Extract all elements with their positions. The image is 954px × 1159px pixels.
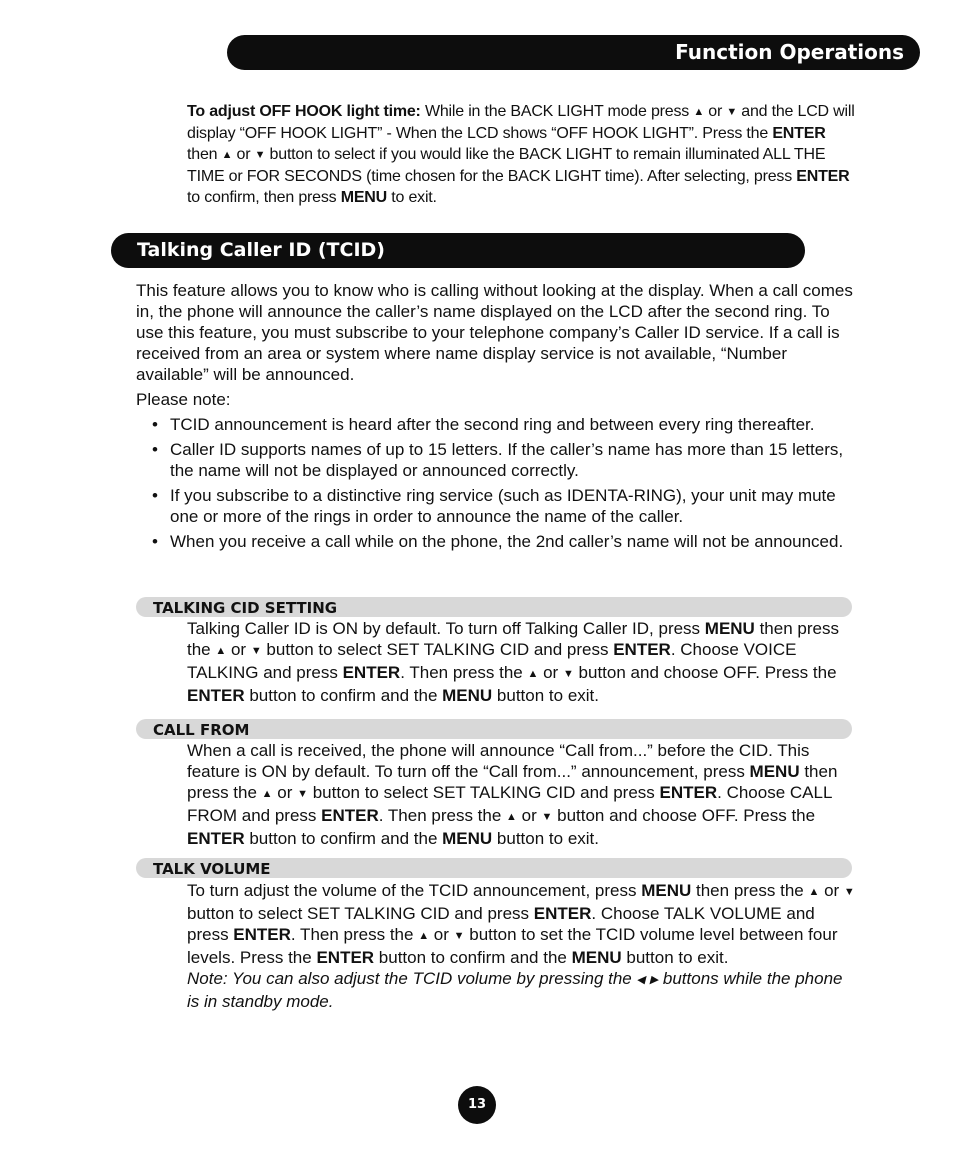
enter-key-label: ENTER (316, 948, 375, 967)
text: to exit. (387, 189, 437, 206)
down-arrow-icon: ▼ (254, 149, 266, 161)
text: While in the BACK LIGHT mode press (420, 103, 694, 120)
text: When a call is received, the phone will announce “Call from...” before the CID. This feature is ON by default. To turn off the “Call from...” announcement, press (187, 741, 810, 781)
menu-key-label: MENU (641, 881, 692, 900)
text: button to select if you would like the BACK LIGHT to remain illuminated ALL THE TIME or FOR SECONDS (time chosen for the BACK LIGHT time). After selecting, press (187, 146, 826, 185)
page-number-text: 13 (467, 1097, 487, 1112)
text: and the LCD will display “OFF HOOK LIGHT” - When the LCD shows “OFF HOOK LIGHT”. Press the (187, 103, 855, 142)
bullet-icon: • (152, 440, 158, 459)
enter-key-label: ENTER (533, 904, 592, 923)
text: or (819, 881, 844, 900)
text: to confirm, then press (187, 189, 341, 206)
text: button and choose OFF. Press the (552, 806, 816, 825)
list-item (136, 485, 856, 527)
section-title: Talking Caller ID (TCID) (137, 239, 385, 261)
text: Talking Caller ID is ON by default. To turn off Talking Caller ID, press (187, 619, 705, 638)
list-item (136, 414, 856, 435)
left-arrow-icon: ◀ (636, 974, 645, 986)
text: button to exit. (492, 686, 599, 705)
list-item (136, 531, 856, 552)
text: or (538, 663, 563, 682)
down-arrow-icon: ▼ (726, 106, 738, 118)
text: or (226, 640, 251, 659)
text: . Choose CALL FROM and press (187, 783, 832, 825)
enter-key-label: ENTER (796, 168, 850, 185)
talking-cid-setting-text (187, 618, 857, 706)
up-arrow-icon: ▲ (221, 149, 233, 161)
please-note-label: Please note: (136, 390, 231, 409)
menu-key-label: MENU (442, 829, 493, 848)
text: . Then press the (378, 806, 507, 825)
enter-key-label: ENTER (342, 663, 401, 682)
header-title: Function Operations (675, 40, 904, 64)
up-arrow-icon: ▲ (693, 106, 705, 118)
up-arrow-icon: ▲ (808, 886, 820, 898)
note-bullet-list (136, 414, 856, 556)
text: or (429, 925, 454, 944)
list-item (136, 439, 856, 481)
off-hook-label: To adjust OFF HOOK light time: (187, 103, 421, 120)
text: button to set the TCID volume level between four levels. Press the (187, 925, 838, 967)
section-title-bar (111, 233, 805, 268)
menu-key-label: MENU (340, 189, 388, 206)
up-arrow-icon: ▲ (527, 668, 539, 680)
menu-key-label: MENU (442, 686, 493, 705)
text: then press the (187, 762, 838, 802)
enter-key-label: ENTER (233, 925, 291, 944)
down-arrow-icon: ▼ (453, 930, 465, 942)
down-arrow-icon: ▼ (562, 668, 574, 680)
text: Note: You can also adjust the TCID volume by pressing the (187, 969, 637, 988)
text: or (232, 146, 255, 163)
text: button to select SET TALKING CID and press (261, 640, 614, 659)
text: To turn adjust the volume of the TCID announcement, press (187, 881, 642, 900)
bullet-text: If you subscribe to a distinctive ring service (such as IDENTA-RING), your unit may mute one or more of the rings in order to announce the name of the caller. (170, 486, 836, 526)
up-arrow-icon: ▲ (215, 645, 227, 657)
header-bar (227, 35, 920, 70)
text: then (187, 146, 222, 163)
text: button to exit. (492, 829, 599, 848)
up-arrow-icon: ▲ (418, 930, 430, 942)
text: . Then press the (290, 925, 419, 944)
text: then press the (187, 619, 839, 659)
text: button to confirm and the (374, 948, 572, 967)
text: button to select SET TALKING CID and press (308, 783, 660, 802)
bullet-text: When you receive a call while on the phone, the 2nd caller’s name will not be announced. (170, 532, 844, 551)
down-arrow-icon: ▼ (250, 645, 262, 657)
bullet-icon: • (152, 415, 158, 434)
talk-volume-heading (136, 858, 852, 878)
enter-key-label: ENTER (321, 806, 379, 825)
talking-cid-setting-heading (136, 597, 852, 617)
subsection-title: CALL FROM (153, 721, 250, 739)
enter-key-label: ENTER (187, 829, 245, 848)
intro-paragraph: This feature allows you to know who is calling without looking at the display. When a call comes in, the phone will announce the caller’s name displayed on the LCD after the second ring. To use this feature, you must subscribe to your telephone company’s Caller ID service. If a call is received from an area or system where name display service is not available, “Number available” will be announced. (136, 281, 853, 384)
menu-key-label: MENU (704, 619, 755, 638)
text: or (516, 806, 542, 825)
text: button to confirm and the (244, 686, 443, 705)
down-arrow-icon: ▼ (297, 788, 308, 800)
enter-key-label: ENTER (187, 686, 245, 705)
menu-key-label: MENU (749, 762, 800, 781)
right-arrow-icon: ▶ (649, 974, 659, 986)
call-from-text (187, 740, 857, 849)
enter-key-label: ENTER (659, 783, 718, 802)
talk-volume-text (187, 880, 857, 1012)
subsection-title: TALK VOLUME (153, 860, 271, 878)
text: then press the (691, 881, 809, 900)
bullet-text: TCID announcement is heard after the second ring and between every ring thereafter. (170, 415, 815, 434)
text: button and choose OFF. Press the (573, 663, 837, 682)
bullet-icon: • (152, 532, 158, 551)
down-arrow-icon: ▼ (541, 811, 553, 823)
text: button to select SET TALKING CID and press (187, 904, 534, 923)
text: . Then press the (400, 663, 528, 682)
page-number (458, 1086, 496, 1124)
call-from-heading (136, 719, 852, 739)
off-hook-paragraph (187, 101, 857, 208)
text: or (272, 783, 298, 802)
volume-note (187, 969, 842, 1011)
up-arrow-icon: ▲ (506, 811, 517, 823)
enter-key-label: ENTER (772, 125, 826, 142)
down-arrow-icon: ▼ (843, 886, 855, 898)
menu-key-label: MENU (571, 948, 622, 967)
text: button to exit. (621, 948, 729, 967)
text: buttons while the phone is in standby mode. (187, 969, 843, 1011)
bullet-icon: • (152, 486, 158, 505)
subsection-title: TALKING CID SETTING (153, 599, 338, 617)
bullet-text: Caller ID supports names of up to 15 letters. If the caller’s name has more than 15 letters, the name will not be displayed or announced correctly. (170, 440, 844, 480)
text: . Choose VOICE TALKING and press (187, 640, 797, 682)
text: or (704, 103, 727, 120)
enter-key-label: ENTER (613, 640, 671, 659)
up-arrow-icon: ▲ (261, 788, 273, 800)
text: button to confirm and the (244, 829, 443, 848)
text: . Choose TALK VOLUME and press (187, 904, 815, 944)
